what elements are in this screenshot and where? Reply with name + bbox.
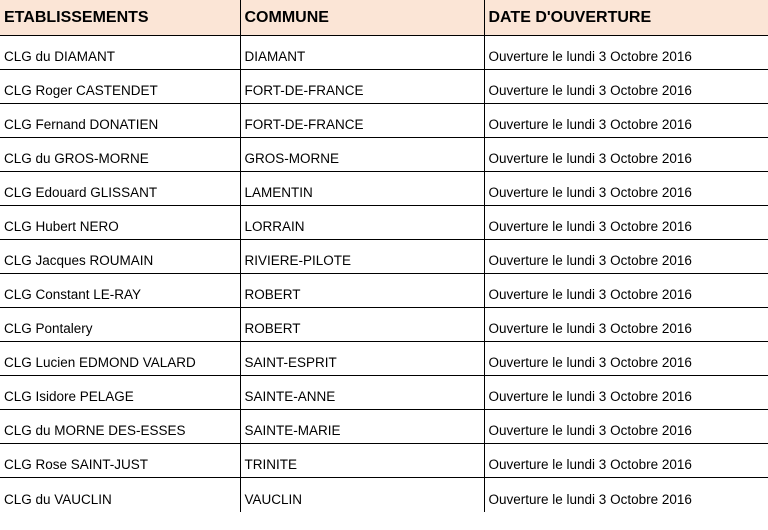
cell-date-ouverture: Ouverture le lundi 3 Octobre 2016 bbox=[484, 70, 768, 104]
cell-etablissement: CLG Jacques ROUMAIN bbox=[0, 240, 240, 274]
table-row bbox=[0, 308, 768, 342]
cell-commune: RIVIERE-PILOTE bbox=[240, 240, 484, 274]
table-row bbox=[0, 478, 768, 512]
cell-etablissement: CLG Rose SAINT-JUST bbox=[0, 444, 240, 478]
cell-commune: FORT-DE-FRANCE bbox=[240, 70, 484, 104]
cell-etablissement: CLG Lucien EDMOND VALARD bbox=[0, 342, 240, 376]
table-body bbox=[0, 36, 768, 512]
cell-etablissement: CLG Pontalery bbox=[0, 308, 240, 342]
cell-date-ouverture: Ouverture le lundi 3 Octobre 2016 bbox=[484, 376, 768, 410]
cell-date-ouverture: Ouverture le lundi 3 Octobre 2016 bbox=[484, 138, 768, 172]
header-commune: COMMUNE bbox=[240, 0, 484, 36]
cell-commune: VAUCLIN bbox=[240, 478, 484, 512]
table-row bbox=[0, 342, 768, 376]
cell-commune: SAINTE-ANNE bbox=[240, 376, 484, 410]
cell-etablissement: CLG Hubert NERO bbox=[0, 206, 240, 240]
cell-commune: FORT-DE-FRANCE bbox=[240, 104, 484, 138]
table-row bbox=[0, 104, 768, 138]
cell-date-ouverture: Ouverture le lundi 3 Octobre 2016 bbox=[484, 308, 768, 342]
cell-commune: GROS-MORNE bbox=[240, 138, 484, 172]
cell-commune: ROBERT bbox=[240, 274, 484, 308]
table-row bbox=[0, 274, 768, 308]
cell-date-ouverture: Ouverture le lundi 3 Octobre 2016 bbox=[484, 240, 768, 274]
cell-commune: ROBERT bbox=[240, 308, 484, 342]
cell-date-ouverture: Ouverture le lundi 3 Octobre 2016 bbox=[484, 410, 768, 444]
cell-etablissement: CLG du GROS-MORNE bbox=[0, 138, 240, 172]
cell-commune: SAINT-ESPRIT bbox=[240, 342, 484, 376]
cell-date-ouverture: Ouverture le lundi 3 Octobre 2016 bbox=[484, 444, 768, 478]
header-etablissements: ETABLISSEMENTS bbox=[0, 0, 240, 36]
header-row bbox=[0, 0, 768, 36]
cell-commune: LAMENTIN bbox=[240, 172, 484, 206]
cell-date-ouverture: Ouverture le lundi 3 Octobre 2016 bbox=[484, 206, 768, 240]
cell-etablissement: CLG Edouard GLISSANT bbox=[0, 172, 240, 206]
table-row bbox=[0, 376, 768, 410]
table-row bbox=[0, 206, 768, 240]
table-row bbox=[0, 444, 768, 478]
cell-etablissement: CLG du VAUCLIN bbox=[0, 478, 240, 512]
cell-date-ouverture: Ouverture le lundi 3 Octobre 2016 bbox=[484, 36, 768, 70]
table-row bbox=[0, 70, 768, 104]
table-row bbox=[0, 36, 768, 70]
cell-commune: SAINTE-MARIE bbox=[240, 410, 484, 444]
table-row bbox=[0, 172, 768, 206]
cell-etablissement: CLG du MORNE DES-ESSES bbox=[0, 410, 240, 444]
cell-commune: LORRAIN bbox=[240, 206, 484, 240]
cell-date-ouverture: Ouverture le lundi 3 Octobre 2016 bbox=[484, 172, 768, 206]
cell-date-ouverture: Ouverture le lundi 3 Octobre 2016 bbox=[484, 342, 768, 376]
cell-commune: TRINITE bbox=[240, 444, 484, 478]
cell-date-ouverture: Ouverture le lundi 3 Octobre 2016 bbox=[484, 274, 768, 308]
table-row bbox=[0, 240, 768, 274]
table-header bbox=[0, 0, 768, 36]
cell-date-ouverture: Ouverture le lundi 3 Octobre 2016 bbox=[484, 104, 768, 138]
table-row bbox=[0, 410, 768, 444]
cell-commune: DIAMANT bbox=[240, 36, 484, 70]
cell-etablissement: CLG du DIAMANT bbox=[0, 36, 240, 70]
cell-etablissement: CLG Isidore PELAGE bbox=[0, 376, 240, 410]
header-date-ouverture: DATE D'OUVERTURE bbox=[484, 0, 768, 36]
table-row bbox=[0, 138, 768, 172]
cell-etablissement: CLG Roger CASTENDET bbox=[0, 70, 240, 104]
cell-etablissement: CLG Fernand DONATIEN bbox=[0, 104, 240, 138]
cell-etablissement: CLG Constant LE-RAY bbox=[0, 274, 240, 308]
cell-date-ouverture: Ouverture le lundi 3 Octobre 2016 bbox=[488, 491, 692, 507]
